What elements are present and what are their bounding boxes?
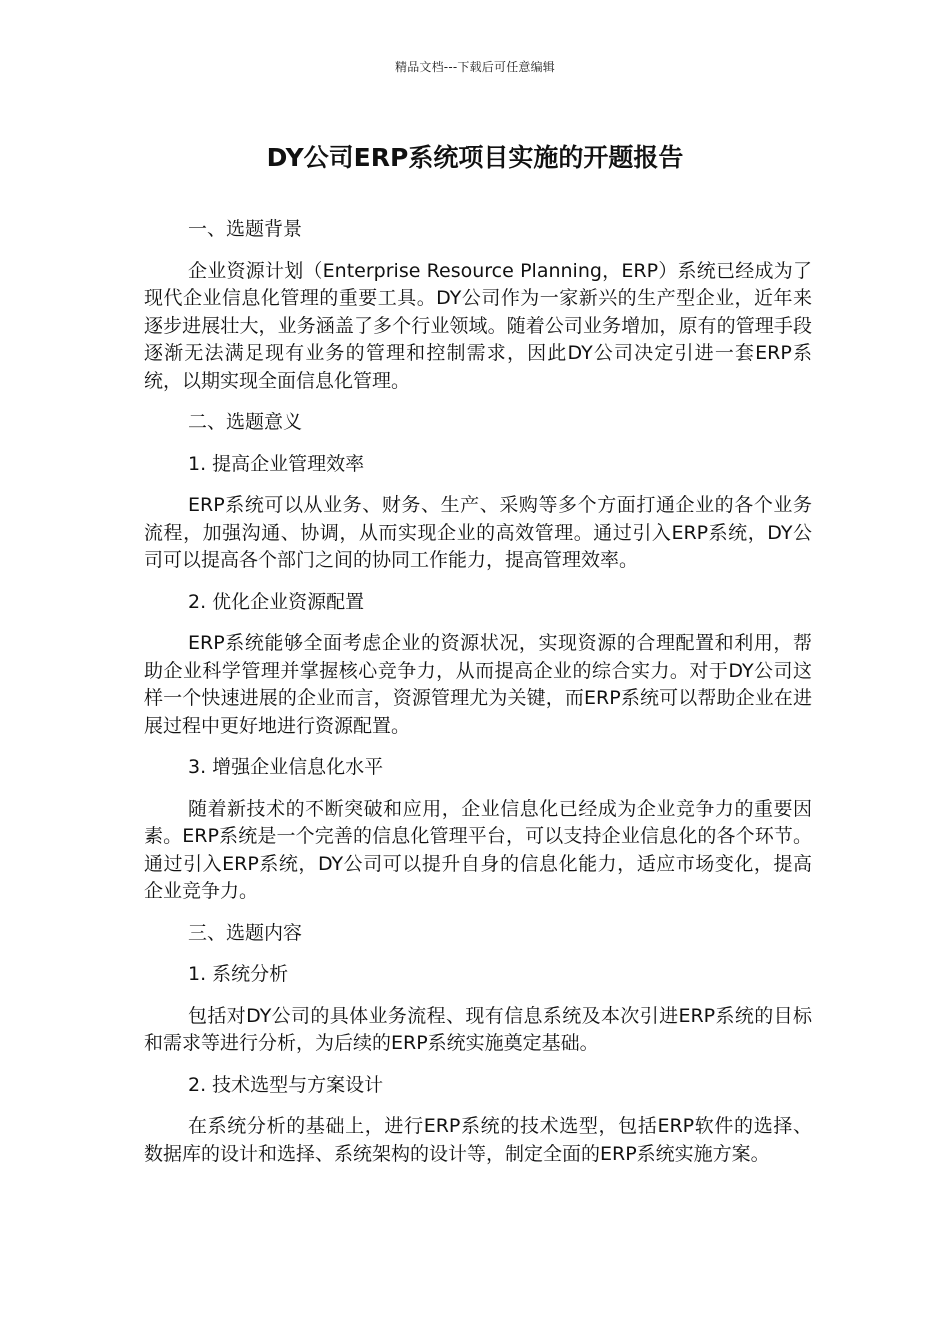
subheading-resource-allocation: 2. 优化企业资源配置 (188, 590, 365, 613)
paragraph-background: 企业资源计划（Enterprise Resource Planning，ERP）系统已经成为了现代企业信息化管理的重要工具。DY公司作为一家新兴的生产型企业，近年来逐步进展壮大，业务涵盖了多个行业领域。随着公司业务增加，原有的管理手段逐渐无法满足现有业务的管理和控制需求，因此DY公司决定引进一套ERP系统，以期实现全面信息化管理。 (144, 259, 812, 392)
paragraph-tech-selection: 在系统分析的基础上，进行ERP系统的技术选型，包括ERP软件的选择、数据库的设计和选择、系统架构的设计等，制定全面的ERP系统实施方案。 (144, 1115, 812, 1165)
section-heading-significance: 二、选题意义 (188, 411, 303, 433)
paragraph-system-analysis: 包括对DY公司的具体业务流程、现有信息系统及本次引进ERP系统的目标和需求等进行分析，为后续的ERP系统实施奠定基础。 (144, 1004, 812, 1054)
section-heading-background: 一、选题背景 (188, 218, 303, 240)
section-heading-content: 三、选题内容 (188, 921, 303, 944)
subheading-system-analysis: 1. 系统分析 (188, 963, 289, 985)
header-note: 精品文档---下载后可任意编辑 (395, 60, 555, 74)
subheading-informatization: 3. 增强企业信息化水平 (188, 756, 384, 778)
document-body (144, 216, 812, 1182)
paragraph-resource-allocation: ERP系统能够全面考虑企业的资源状况，实现资源的合理配置和利用，帮助企业科学管理并掌握核心竞争力，从而提高企业的综合实力。对于DY公司这样一个快速进展的企业而言，资源管理尤为关键，而ERP系统可以帮助企业在进展过程中更好地进行资源配置。 (144, 632, 812, 737)
document-title: DY公司ERP系统项目实施的开题报告 (266, 143, 684, 172)
subheading-tech-selection: 2. 技术选型与方案设计 (188, 1073, 384, 1096)
paragraph-informatization: 随着新技术的不断突破和应用，企业信息化已经成为企业竞争力的重要因素。ERP系统是一个完善的信息化管理平台，可以支持企业信息化的各个环节。通过引入ERP系统，DY公司可以提升自身的信息化能力，适应市场变化，提高企业竞争力。 (144, 797, 812, 902)
subheading-efficiency: 1. 提高企业管理效率 (188, 452, 365, 475)
paragraph-efficiency: ERP系统可以从业务、财务、生产、采购等多个方面打通企业的各个业务流程，加强沟通、协调，从而实现企业的高效管理。通过引入ERP系统，DY公司可以提高各个部门之间的协同工作能力，提高管理效率。 (144, 494, 812, 571)
